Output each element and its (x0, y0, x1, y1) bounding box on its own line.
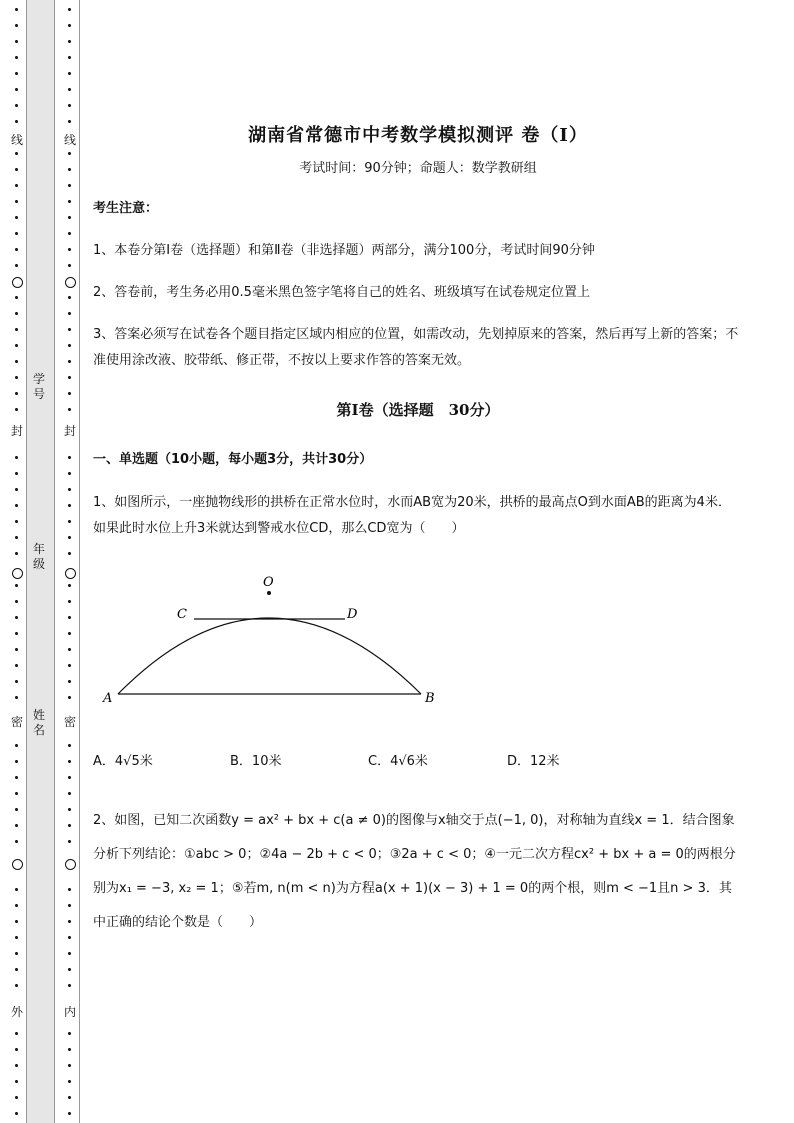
seal-dot (68, 760, 71, 763)
inner-label-line: 线 (63, 133, 76, 147)
seal-dot (15, 1032, 18, 1035)
exam-title: 湖南省常德市中考数学模拟测评 卷（Ⅰ） (248, 125, 588, 146)
seal-dot (15, 40, 18, 43)
seal-dot (68, 552, 71, 555)
outer-seal-line (8, 0, 26, 1123)
seal-dot (15, 664, 18, 667)
seal-dot (68, 952, 71, 955)
notice-item-1: 1、本卷分第I卷（选择题）和第Ⅱ卷（非选择题）两部分，满分100分，考试时间90分钟 (93, 243, 595, 258)
seal-dot (15, 248, 18, 251)
inner-seal-line (61, 0, 79, 1123)
seal-dot (15, 504, 18, 507)
seal-dot (68, 200, 71, 203)
margin-border-line (79, 0, 80, 1123)
seal-dot (15, 1048, 18, 1051)
seal-dot (15, 648, 18, 651)
seal-dot (15, 584, 18, 587)
seal-dot (15, 1064, 18, 1067)
parabola-arch (118, 618, 421, 694)
seal-dot (15, 296, 18, 299)
seal-dot (68, 488, 71, 491)
seal-dot (68, 904, 71, 907)
seal-dot (68, 168, 71, 171)
seal-dot (15, 536, 18, 539)
seal-dot (68, 504, 71, 507)
outer-label-line: 线 (10, 133, 23, 147)
seal-dot (15, 552, 18, 555)
seal-dot (15, 312, 18, 315)
seal-dot (68, 1112, 71, 1115)
seal-dot (15, 216, 18, 219)
seal-dot (15, 152, 18, 155)
seal-dot (68, 680, 71, 683)
seal-dot (68, 216, 71, 219)
seal-dot (68, 152, 71, 155)
outer-label-seal: 封 (10, 424, 23, 438)
bridge-arch-diagram (95, 570, 445, 710)
seal-dot (68, 920, 71, 923)
label-c: C (177, 607, 187, 622)
seal-dot (68, 264, 71, 267)
seal-dot (15, 616, 18, 619)
seal-dot (15, 632, 18, 635)
outer-label-outside: 外 (10, 1005, 23, 1019)
seal-dot (15, 56, 18, 59)
seal-dot (68, 8, 71, 11)
seal-dot (68, 328, 71, 331)
seal-dot (15, 488, 18, 491)
seal-dot (15, 968, 18, 971)
seal-dot (68, 664, 71, 667)
seal-dot (15, 1112, 18, 1115)
seal-dot (68, 392, 71, 395)
seal-dot (68, 472, 71, 475)
seal-dot (68, 360, 71, 363)
seal-dot (68, 40, 71, 43)
seal-dot (68, 968, 71, 971)
seal-dot (68, 1048, 71, 1051)
outer-label-dense: 密 (10, 715, 23, 729)
seal-dot (15, 264, 18, 267)
seal-dot (68, 792, 71, 795)
seal-dot (68, 808, 71, 811)
seal-dot (15, 936, 18, 939)
choice-d[interactable]: D．12米 (507, 754, 560, 769)
seal-dot (68, 648, 71, 651)
seal-dot (68, 184, 71, 187)
seal-dot (68, 456, 71, 459)
exam-subtitle: 考试时间：90分钟；命题人：数学教研组 (299, 161, 537, 176)
seal-dot (68, 312, 71, 315)
notice-heading: 考生注意： (93, 201, 159, 216)
seal-dot (15, 824, 18, 827)
inner-label-inside: 内 (63, 1005, 76, 1019)
seal-dot (15, 72, 18, 75)
seal-dot (68, 232, 71, 235)
seal-dot (15, 88, 18, 91)
seal-circle (12, 859, 23, 870)
seal-dot (68, 824, 71, 827)
label-o: O (263, 575, 274, 590)
seal-dot (15, 8, 18, 11)
seal-dot (68, 56, 71, 59)
seal-dot (15, 984, 18, 987)
seal-dot (68, 1064, 71, 1067)
inner-label-dense: 密 (63, 715, 76, 729)
seal-dot (68, 104, 71, 107)
choice-b[interactable]: B．10米 (230, 754, 282, 769)
seal-dot (68, 1096, 71, 1099)
seal-dot (15, 168, 18, 171)
seal-dot (15, 472, 18, 475)
seal-dot (15, 696, 18, 699)
field-student-id: 学号 (32, 372, 45, 401)
field-grade: 年级 (32, 542, 45, 571)
seal-dot (15, 1080, 18, 1083)
seal-dot (15, 744, 18, 747)
seal-dot (68, 696, 71, 699)
seal-dot (68, 984, 71, 987)
seal-dot (15, 600, 18, 603)
seal-dot (68, 120, 71, 123)
seal-dot (68, 1032, 71, 1035)
seal-dot (68, 24, 71, 27)
seal-dot (68, 888, 71, 891)
seal-dot (68, 840, 71, 843)
seal-dot (68, 600, 71, 603)
seal-circle (65, 277, 76, 288)
seal-dot (68, 520, 71, 523)
seal-dot (15, 520, 18, 523)
notice-item-3: 3、答案必须写在试卷各个题目指定区域内相应的位置，如需改动，先划掉原来的答案，然后再写上新的答案；不准使用涂改液、胶带纸、修正带，不按以上要求作答的答案无效。 (93, 327, 739, 368)
seal-dot (15, 344, 18, 347)
seal-dot (68, 744, 71, 747)
seal-dot (15, 328, 18, 331)
seal-circle (12, 568, 23, 579)
label-b: B (425, 691, 435, 706)
seal-dot (15, 808, 18, 811)
seal-dot (68, 296, 71, 299)
seal-dot (68, 344, 71, 347)
seal-dot (15, 104, 18, 107)
seal-dot (15, 120, 18, 123)
seal-dot (15, 888, 18, 891)
label-d: D (347, 607, 358, 622)
seal-dot (15, 776, 18, 779)
seal-dot (15, 904, 18, 907)
seal-dot (68, 88, 71, 91)
section-title: 第I卷（选择题 30分） (336, 401, 500, 419)
seal-circle (65, 859, 76, 870)
seal-dot (15, 1096, 18, 1099)
seal-dot (15, 392, 18, 395)
seal-dot (15, 24, 18, 27)
seal-dot (15, 200, 18, 203)
seal-dot (68, 584, 71, 587)
seal-dot (15, 920, 18, 923)
seal-dot (15, 760, 18, 763)
question-2-text: 2、如图，已知二次函数y = ax² + bx + c(a ≠ 0)的图像与x轴交于点(−1, 0)，对称轴为直线x = 1．结合图象分析下列结论：①abc > 0；②4a − 2b + c < 0；③2a + c < 0；④一元二次方程cx² + bx + a = 0的两根分别为x₁ = −3, x₂ = 1；⑤若m, n(m < n)为方程a(x + 1)(x − 3) + 1 = 0的两个根，则m < −1且n > 3．其中正确的结论个数是（ ） (93, 813, 736, 930)
seal-dot (68, 936, 71, 939)
seal-dot (15, 232, 18, 235)
part-title: 一、单选题（10小题，每小题3分，共计30分） (93, 452, 373, 467)
seal-dot (15, 840, 18, 843)
seal-dot (15, 408, 18, 411)
field-name: 姓名 (32, 708, 45, 737)
seal-dot (68, 248, 71, 251)
question-1-text: 1、如图所示，一座抛物线形的拱桥在正常水位时，水而AB宽为20米，拱桥的最高点O到水面AB的距离为4米．如果此时水位上升3米就达到警戒水位CD，那么CD宽为（ ） (93, 495, 731, 536)
seal-dot (15, 376, 18, 379)
seal-circle (65, 568, 76, 579)
seal-dot (68, 536, 71, 539)
choice-c[interactable]: C．4√6米 (368, 754, 428, 769)
inner-label-seal: 封 (63, 424, 76, 438)
notice-item-2: 2、答卷前，考生务必用0.5毫米黑色签字笔将自己的姓名、班级填写在试卷规定位置上 (93, 285, 590, 300)
seal-dot (15, 792, 18, 795)
seal-dot (68, 616, 71, 619)
seal-dot (68, 408, 71, 411)
seal-dot (68, 376, 71, 379)
seal-dot (15, 360, 18, 363)
seal-dot (68, 776, 71, 779)
seal-dot (15, 952, 18, 955)
seal-dot (15, 680, 18, 683)
label-a: A (103, 691, 113, 706)
seal-circle (12, 277, 23, 288)
seal-dot (15, 456, 18, 459)
seal-dot (15, 184, 18, 187)
seal-dot (68, 72, 71, 75)
choice-a[interactable]: A．4√5米 (93, 754, 153, 769)
vertex-point-o (267, 591, 271, 595)
seal-dot (68, 632, 71, 635)
seal-dot (68, 1080, 71, 1083)
